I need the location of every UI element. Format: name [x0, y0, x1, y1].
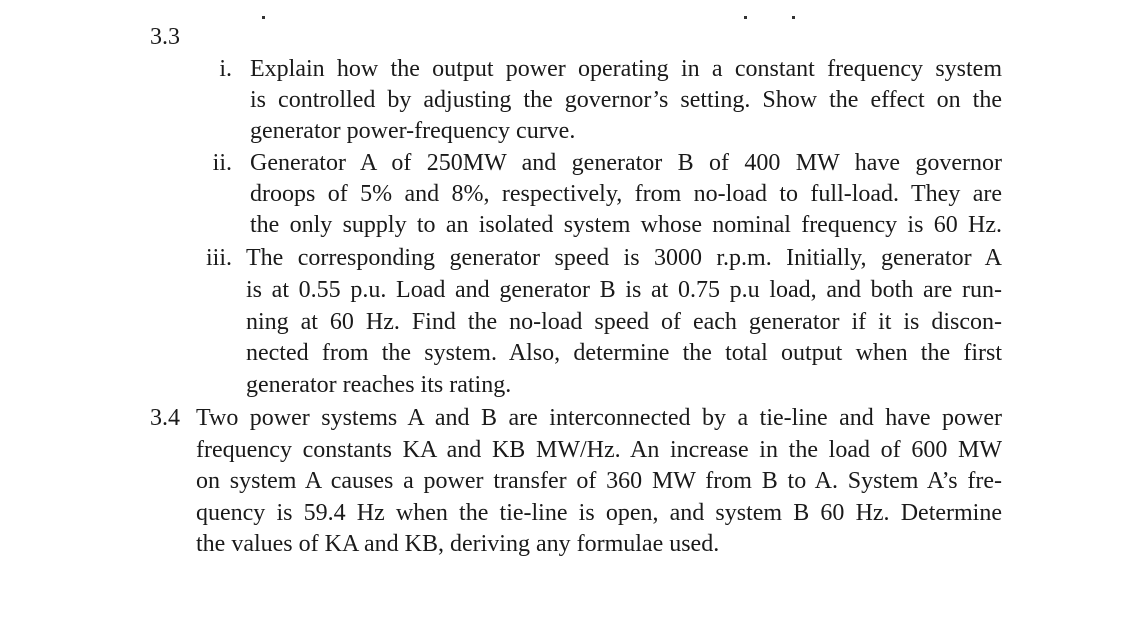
item-label-i: i.: [219, 56, 232, 82]
item-iii-line-1: The corresponding generator speed is 3000 r.p.m. Initially, generator A: [246, 245, 1002, 271]
item-i-line-2: is controlled by adjusting the governor’s setting. Show the effect on the: [250, 87, 1002, 113]
item-ii-line-1: Generator A of 250MW and generator B of 400 MW have governor: [250, 150, 1002, 176]
scan-artifact-mark: [792, 16, 795, 19]
q34-line-3: on system A causes a power transfer of 360 MW from B to A. System A’s fre-: [196, 468, 1002, 494]
scan-artifact-mark: [262, 16, 265, 19]
scan-artifact-mark: [744, 16, 747, 19]
item-iii-line-3: ning at 60 Hz. Find the no-load speed of each generator if it is discon-: [246, 309, 1002, 335]
item-iii-line-5: generator reaches its rating.: [246, 372, 512, 398]
q34-line-4: quency is 59.4 Hz when the tie-line is open, and system B 60 Hz. Determine: [196, 500, 1002, 526]
q34-line-2: frequency constants KA and KB MW/Hz. An increase in the load of 600 MW: [196, 437, 1002, 463]
q34-line-5: the values of KA and KB, deriving any formulae used.: [196, 531, 720, 557]
item-i-line-1: Explain how the output power operating in a constant frequency system: [250, 56, 1002, 82]
item-i-line-3: generator power-frequency curve.: [250, 118, 576, 144]
item-ii-line-2: droops of 5% and 8%, respectively, from no-load to full-load. They are: [250, 181, 1002, 207]
item-ii-line-3: the only supply to an isolated system whose nominal frequency is 60 Hz.: [250, 212, 1002, 238]
item-iii-line-2: is at 0.55 p.u. Load and generator B is at 0.75 p.u load, and both are run-: [246, 277, 1002, 303]
item-iii-line-4: nected from the system. Also, determine the total output when the first: [246, 340, 1002, 366]
q34-line-1: Two power systems A and B are interconnected by a tie-line and have power: [196, 405, 1002, 431]
item-label-ii: ii.: [212, 150, 232, 176]
question-number-3-4: 3.4: [150, 405, 180, 431]
item-label-iii: iii.: [205, 245, 232, 271]
question-number-3-3: 3.3: [150, 24, 180, 50]
